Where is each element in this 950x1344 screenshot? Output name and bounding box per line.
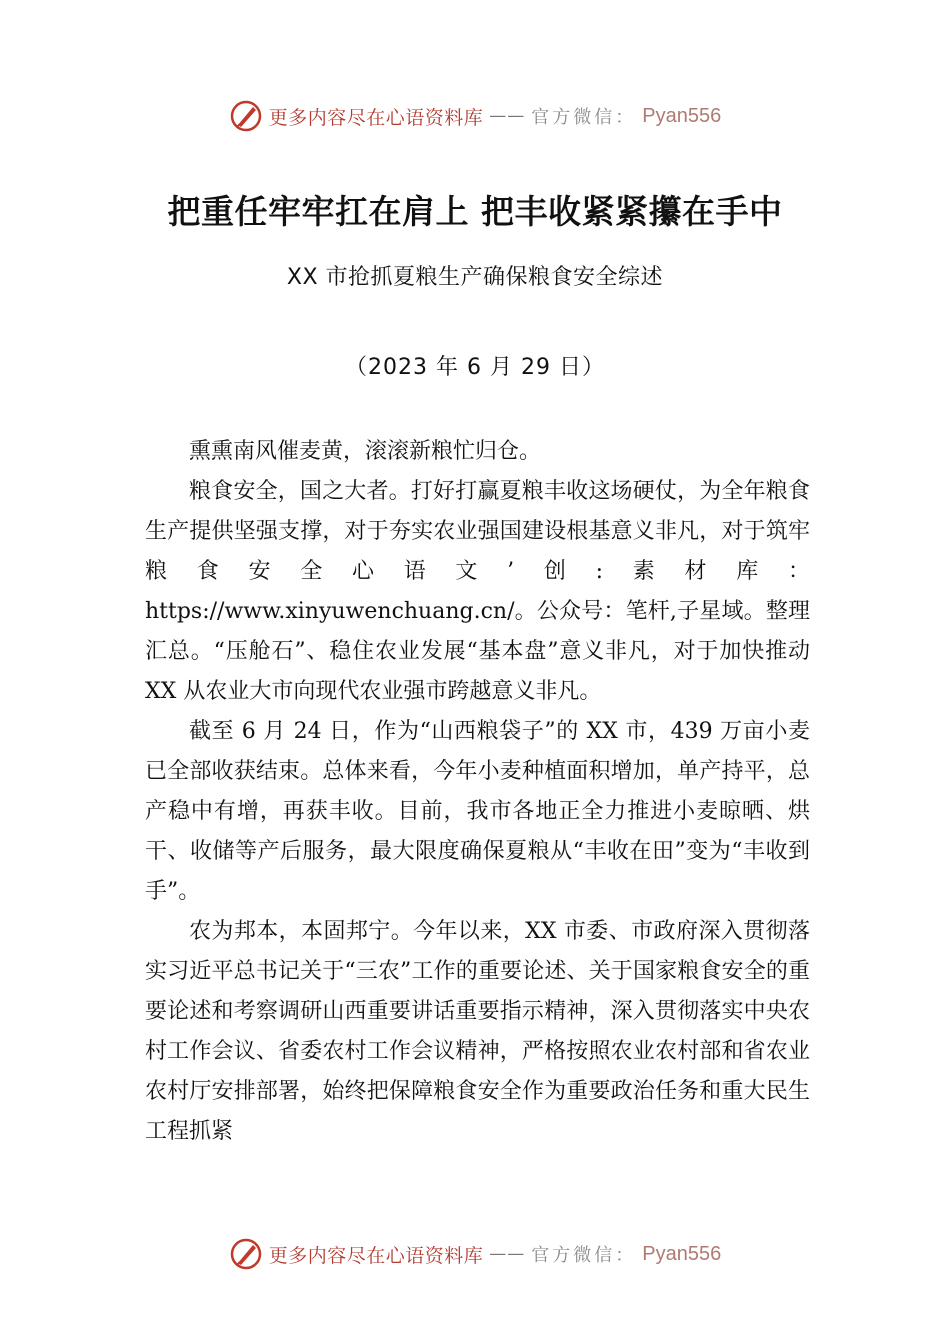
banner-dash: ——	[489, 106, 526, 126]
quill-logo-icon	[229, 1237, 263, 1271]
document-date: （2023 年 6 月 29 日）	[345, 355, 605, 380]
banner-wechat-id: Pyan556	[642, 1242, 722, 1265]
banner-brand-text: 更多内容尽在心语资料库	[268, 1244, 484, 1267]
body-paragraph-4: 农为邦本，本固邦宁。今年以来，XX 市委、市政府深入贯彻落实习近平总书记关于“三农”工作的重要论述、关于国家粮食安全的重要论述和考察调研山西重要讲话重要指示精神，深入贯彻落实中央农村工作会议、省委农村工作会议精神，严格按照农业农村部和省农业农村厅安排部署，始终把保障粮食安全作为重要政治任务和重大民生工程抓紧	[145, 919, 810, 1144]
banner-brand-text: 更多内容尽在心语资料库	[268, 106, 484, 129]
banner-wechat-label: 官方微信：	[531, 107, 637, 128]
footer-banner	[0, 1234, 950, 1274]
body-paragraph-3: 截至 6 月 24 日，作为“山西粮袋子”的 XX 市，439 万亩小麦已全部收获结束。总体来看，今年小麦种植面积增加，单产持平，总产稳中有增，再获丰收。目前，我市各地正全力推进小麦晾晒、烘干、收储等产后服务，最大限度确保夏粮从“丰收在田”变为“丰收到手”。	[145, 719, 810, 904]
document-subtitle: XX 市抢抓夏粮生产确保粮食安全综述	[286, 265, 664, 290]
body-paragraph-2: 粮食安全，国之大者。打好打赢夏粮丰收这场硬仗，为全年粮食生产提供坚强支撑，对于夯实农业强国建设根基意义非凡，对于筑牢粮食安全心语文’创:素材库：https://www.xinyuwenchuang.cn/。公众号：笔杆,子星域。整理汇总。“压舱石”、稳住农业发展“基本盘”意义非凡，对于加快推动 XX 从农业大市向现代农业强市跨越意义非凡。	[145, 479, 810, 704]
document-body	[145, 432, 810, 1152]
document-title: 把重任牢牢扛在肩上 把丰收紧紧攥在手中	[167, 192, 783, 231]
quill-logo-icon	[229, 99, 263, 133]
header-banner	[0, 96, 950, 136]
banner-dash: ——	[489, 1244, 526, 1264]
banner-wechat-id: Pyan556	[642, 104, 722, 127]
body-paragraph-1: 熏熏南风催麦黄，滚滚新粮忙归仓。	[189, 439, 542, 464]
banner-wechat-label: 官方微信：	[531, 1245, 637, 1266]
